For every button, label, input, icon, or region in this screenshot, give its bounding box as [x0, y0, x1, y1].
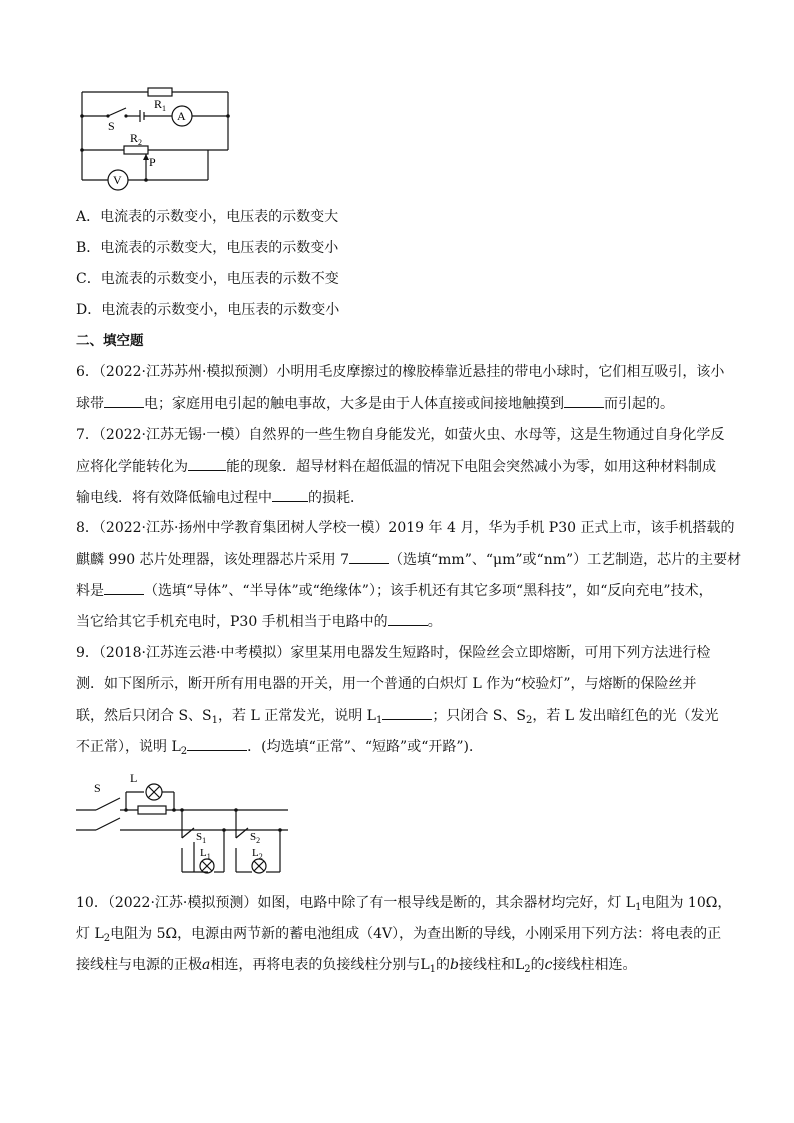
resistor-top: [148, 88, 172, 96]
switch-label: S: [108, 119, 115, 133]
q9-line-2: 测．如下图所示，断开所有用电器的开关，用一个普通的白炽灯 L 作为“校验灯”，与熔断的保险丝并: [76, 676, 697, 692]
slider-label: P: [149, 155, 156, 169]
q6-line-1: 6．（2022·江苏苏州·模拟预测）小明用毛皮摩擦过的橡胶棒靠近悬挂的带电小球时，它们相互吸引，该小: [76, 364, 725, 380]
q7-line-3: 输电线．将有效降低输电过程中 的损耗．: [76, 487, 364, 508]
ammeter-label: A: [177, 109, 186, 123]
option-c: C．电流表的示数变小，电压表的示数不变: [76, 271, 339, 287]
q6-blank-2: [564, 393, 604, 408]
q8-line-2: 麒麟 990 芯片处理器，该处理器芯片采用 7 （选填“mm”、“μm”或“nm”）工艺制造，芯片的主要材: [76, 549, 741, 570]
q7-blank-2: [272, 487, 308, 502]
q8-blank-2: [104, 580, 144, 595]
option-d: D．电流表的示数变小，电压表的示数变小: [76, 302, 340, 318]
q6-line-2: 球带 电；家庭用电引起的触电事故，大多是由于人体直接或间接地触摸到 而引起的。: [76, 393, 674, 414]
q8-blank-3: [388, 611, 428, 626]
section-title: 二、填空题: [76, 333, 144, 349]
q9-line-4: 不正常），说明 $L_2$ ．(均选填“正常”、“短路”或“开路”)．: [76, 736, 483, 759]
q9-blank-2: [187, 736, 247, 751]
q10-line-1: 10．（2022·江苏·模拟预测）如图，电路中除了有一根导线是断的，其余器材均完好，灯 $L_1$电阻为 10Ω，: [76, 895, 732, 913]
q7-blank-1: [188, 456, 226, 471]
q8-line-3: 料是 （选填“导体”、“半导体”或“绝缘体”）；该手机还有其它多项“黑科技”，如“反向充电”技术，: [76, 580, 713, 601]
q8-line-4: 当它给其它手机充电时，P30 手机相当于电路中的 。: [76, 611, 442, 632]
q7-line-1: 7．（2022·江苏无锡·一模）自然界的一些生物自身能发光，如萤火虫、水母等，这是生物通过自身化学反: [76, 427, 725, 443]
q6-blank-1: [104, 393, 144, 408]
voltmeter-label: V: [113, 173, 122, 187]
q7-line-2: 应将化学能转化为 能的现象．超导材料在超低温的情况下电阻会突然减小为零，如用这种材料制成: [76, 456, 716, 477]
q9-line-3: 联，然后只闭合 S、$S_1$，若 L 正常发光，说明 $L_1$ ；只闭合 S、$S_2$，若 L 发出暗红色的光（发光: [76, 705, 719, 728]
lamp-l2-label: $L_2$: [252, 847, 263, 861]
switch-s2-label: $S_2$: [250, 831, 261, 845]
q9-line-1: 9．（2018·江苏连云港·中考模拟）家里某用电器发生短路时，保险丝会立即熔断，可用下列方法进行检: [76, 645, 711, 661]
circuit-diagram-1: [74, 84, 234, 192]
q9-blank-1: [382, 705, 432, 720]
q10-line-3: 接线柱与电源的正极a相连，再将电表的负接线柱分别与$L_1$的b接线柱和$L_2$的c接线柱相连。: [76, 957, 637, 975]
lamp-l-label: L: [130, 771, 138, 785]
r2-label: $R_2$: [130, 131, 143, 147]
q10-line-2: 灯 $L_2$电阻为 5Ω，电源由两节新的蓄电池组成（4V），为查出断的导线，小刚采用下列方法：将电表的正: [76, 926, 722, 944]
switch-s-label: S: [94, 781, 101, 795]
option-a: A．电流表的示数变小，电压表的示数变大: [76, 209, 339, 225]
q8-blank-1: [349, 549, 389, 564]
r1-label: $R_1$: [154, 97, 167, 113]
lamp-l1-label: $L_1$: [200, 847, 211, 861]
circuit-diagram-2: [74, 768, 294, 878]
option-b: B．电流表的示数变大，电压表的示数变小: [76, 240, 339, 256]
q8-line-1: 8．（2022·江苏·扬州中学教育集团树人学校一模）2019 年 4 月，华为手机 P30 正式上市，该手机搭载的: [76, 520, 735, 536]
switch-s1-label: $S_1$: [196, 831, 207, 845]
